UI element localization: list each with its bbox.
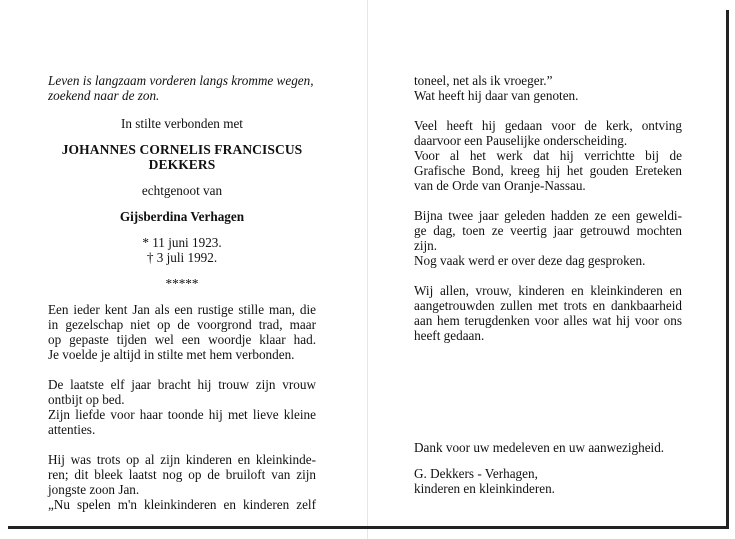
text-line: Wat heeft hij daar van genoten. <box>414 88 579 103</box>
right-column <box>414 73 682 343</box>
text-line: toneel, net als ik vroeger.” <box>414 73 553 88</box>
intro-text: In stilte verbonden met <box>121 116 243 131</box>
fold-line <box>367 0 368 539</box>
deceased-surname: DEKKERS <box>148 157 216 172</box>
paragraph <box>48 452 316 512</box>
separator-stars: ***** <box>165 276 199 291</box>
left-column <box>48 73 316 512</box>
death-date: † 3 juli 1992. <box>146 250 218 265</box>
spouse-intro: echtgenoot van <box>141 183 223 198</box>
text-line: Grafische Bond, kreeg hij het gouden Ereteken <box>414 163 682 178</box>
text-line: aan hem terugdenken voor alles wat hij voor ons <box>414 313 682 328</box>
text-line: ge dag, toen ze veertig jaar getrouwd mochten <box>414 223 682 238</box>
text-line: Voor al het werk dat hij verrichtte bij de <box>414 148 682 163</box>
card-edge-right <box>726 10 729 529</box>
text-line: Je voelde je altijd in stilte met hem verbonden. <box>48 347 295 362</box>
paragraph <box>48 377 316 437</box>
text-line: Wij allen, vrouw, kinderen en kleinkinderen en <box>414 283 682 298</box>
spouse-name: Gijsberdina Verhagen <box>119 209 245 224</box>
text-line: van de Orde van Oranje-Nassau. <box>414 178 586 193</box>
text-line: daarvoor een Pauselijke onderscheiding. <box>414 133 628 148</box>
deceased-name: JOHANNES CORNELIS FRANCISCUS <box>61 142 303 157</box>
text-line: Een ieder kent Jan als een rustige stille man, die <box>48 302 316 317</box>
verse-line: zoekend naar de zon. <box>48 88 160 103</box>
paragraph <box>414 118 682 193</box>
signature-line: kinderen en kleinkinderen. <box>414 481 555 496</box>
thanks-text: Dank voor uw medeleven en uw aanwezigheid. <box>414 440 665 455</box>
paragraph <box>414 283 682 343</box>
signature-line: G. Dekkers - Verhagen, <box>414 466 538 481</box>
text-line: De laatste elf jaar bracht hij trouw zijn vrouw <box>48 377 316 392</box>
text-line: Nog vaak werd er over deze dag gesproken. <box>414 253 646 268</box>
text-line: Zijn liefde voor haar toonde hij met lieve kleine <box>48 407 316 422</box>
paragraph <box>48 302 316 362</box>
text-line: Veel heeft hij gedaan voor de kerk, ontving <box>414 118 682 133</box>
text-line: attenties. <box>48 422 96 437</box>
text-line: Bijna twee jaar geleden hadden ze een geweldi- <box>414 208 682 223</box>
text-line: jongste zoon Jan. <box>48 482 140 497</box>
text-line: aangetrouwden zullen met trots en dankbaarheid <box>414 298 682 313</box>
text-line: ren; dit bleek laatst nog op de bruiloft van zijn <box>48 467 316 482</box>
text-line: Hij was trots op al zijn kinderen en kleinkinde- <box>48 452 316 467</box>
text-line: „Nu spelen m'n kleinkinderen en kinderen zelf <box>48 497 316 512</box>
thanks-block <box>414 440 714 496</box>
paragraph <box>414 73 682 103</box>
text-line: op gepaste tijden wel een woordje klaar had. <box>48 332 316 347</box>
text-line: in gezelschap niet op de voorgrond trad, maar <box>48 317 316 332</box>
birth-date: * 11 juni 1923. <box>142 235 222 250</box>
text-line: heeft gedaan. <box>414 328 485 343</box>
text-line: ontbijt op bed. <box>48 392 125 407</box>
verse-line: Leven is langzaam vorderen langs kromme wegen, <box>48 73 314 88</box>
paragraph <box>414 208 682 268</box>
card-edge-bottom <box>8 526 727 529</box>
text-line: zijn. <box>414 238 438 253</box>
